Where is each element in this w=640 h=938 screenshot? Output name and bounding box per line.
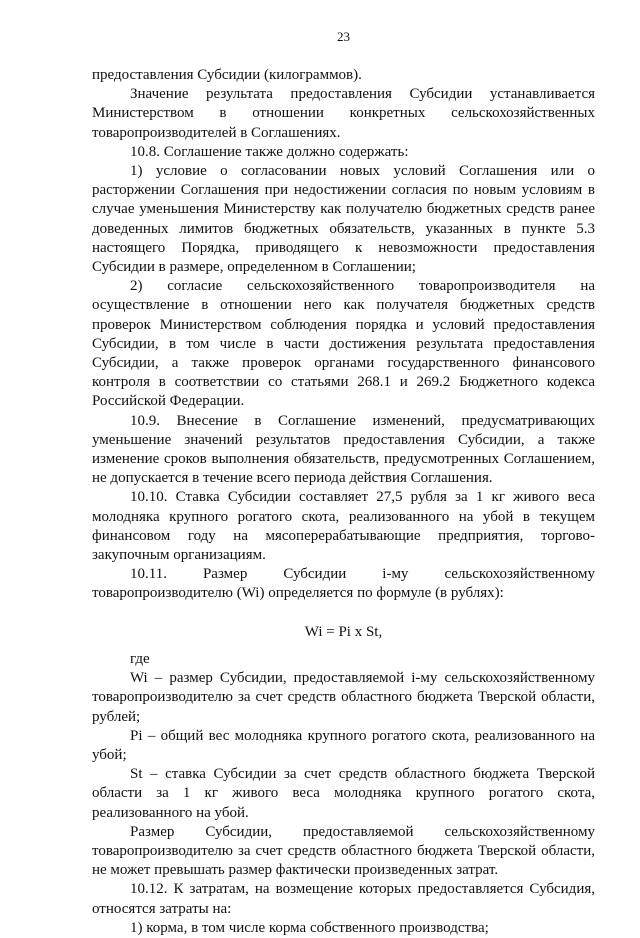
paragraph-where: где <box>130 650 150 667</box>
formula: Wi = Pi x St, <box>304 623 383 640</box>
page-number: 23 <box>337 29 350 44</box>
paragraph-10-9: 10.9. Внесение в Соглашение изменений, предусматривающих уменьшение значений результатов предоставления Субсидии, а также изменение сроков выполнения обязательств, предусмотренных Соглашением, не допускается в течение всего периода действия Соглашения. <box>92 412 595 487</box>
paragraph-10-8-item-1: 1) условие о согласовании новых условий Соглашения или о расторжении Соглашения при недостижении согласия по новым условиям в случае уменьшения Министерству как получателю бюджетных средств ранее доведенных лимитов бюджетных обязательств, указанных в пункте 5.3 настоящего Порядка, приводящего к невозможности предоставления Субсидии в размере, определенном в Соглашении; <box>92 163 595 276</box>
definition-st: St – ставка Субсидии за счет средств областного бюджета Тверской области за 1 кг живого веса молодняка крупного рогатого скота, реализованного на убой. <box>92 766 595 821</box>
paragraph-10-12: 10.12. К затратам, на возмещение которых предоставляется Субсидия, относятся затраты на: <box>92 881 595 917</box>
paragraph-max-subsidy: Размер Субсидии, предоставляемой сельскохозяйственному товаропроизводителю за счет средств областного бюджета Тверской области, не может превышать размер фактически произведенных затрат. <box>92 823 595 879</box>
document-page <box>92 28 595 938</box>
paragraph-10-8: 10.8. Соглашение также должно содержать: <box>130 143 409 160</box>
paragraph-10-10: 10.10. Ставка Субсидии составляет 27,5 рубля за 1 кг живого веса молодняка крупного рогатого скота, реализованного на убой в текущем финансовом году на мясоперерабатывающие предприятия, торгово-закупочным организациям. <box>92 489 595 564</box>
definition-pi: Pi – общий вес молодняка крупного рогатого скота, реализованного на убой; <box>92 727 595 763</box>
paragraph-10-8-item-2: 2) согласие сельскохозяйственного товаропроизводителя на осуществление в отношении него как получателя бюджетных средств проверок Министерством соблюдения порядка и условий предоставления Субсидии, в том числе в части достижения результата предоставления Субсидии, а также проверок органами государственного финансового контроля в соответствии со статьями 268.1 и 269.2 Бюджетного кодекса Российской Федерации. <box>92 278 595 410</box>
definition-wi: Wi – размер Субсидии, предоставляемой i-му сельскохозяйственному товаропроизводителю за счет средств областного бюджета Тверской области, рублей; <box>92 670 595 725</box>
paragraph-continuation: предоставления Субсидии (килограммов). <box>92 67 362 83</box>
paragraph-10-12-item-1: 1) корма, в том числе корма собственного производства; <box>130 919 489 936</box>
paragraph-10-11: 10.11. Размер Субсидии i-му сельскохозяйственному товаропроизводителю (Wi) определяется по формуле (в рублях): <box>92 566 595 602</box>
paragraph-result-value: Значение результата предоставления Субсидии устанавливается Министерством в отношении конкретных сельскохозяйственных товаропроизводителей в Соглашениях. <box>92 86 595 141</box>
